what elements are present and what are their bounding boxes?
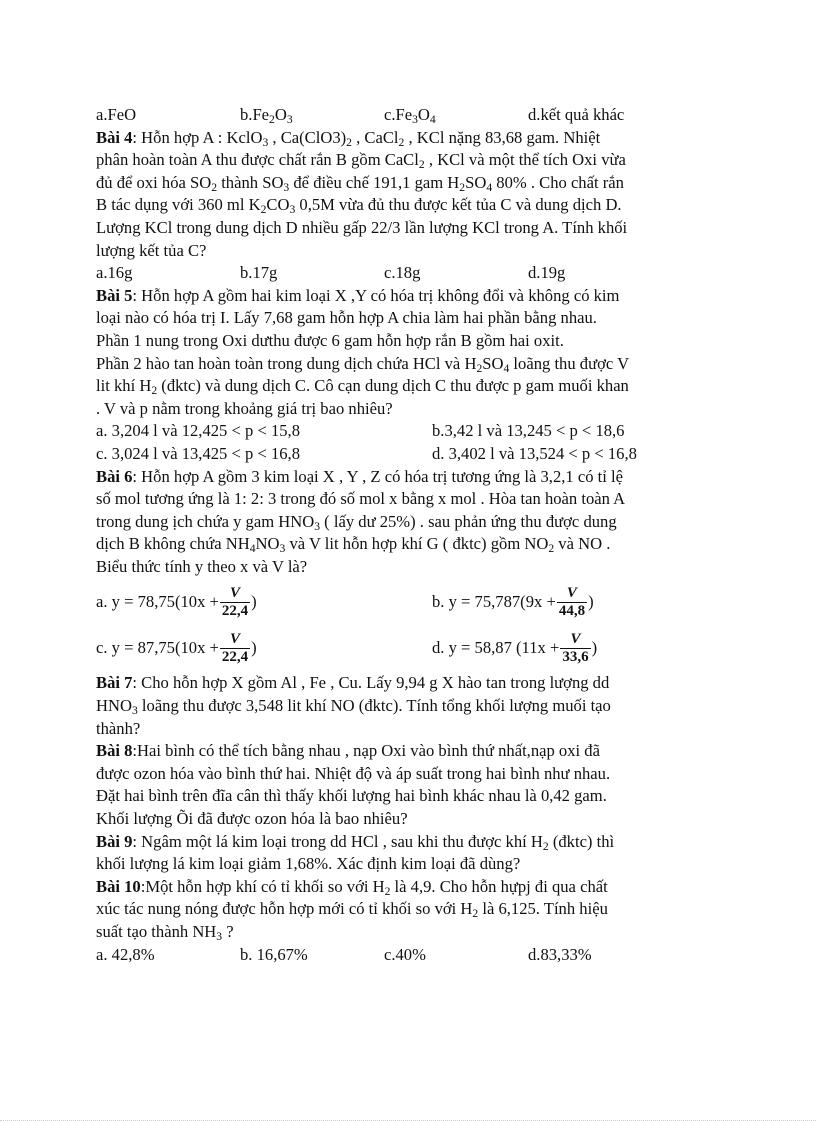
formula-text: c. y = 87,75(10x +: [96, 638, 219, 658]
problem-text: Đặt hai bình trên đĩa cân thì thấy khối lượng hai bình khác nhau là 0,42 gam.: [96, 786, 607, 806]
problem-label: Bài 8: [96, 741, 133, 761]
problem-text: được ozon hóa vào bình thứ hai. Nhiệt độ và áp suất trong hai bình như nhau.: [96, 763, 611, 783]
formula-text: ): [251, 592, 257, 612]
option-a: a.16g: [96, 263, 133, 283]
problem-text: . V và p nằm trong khoảng giá trị bao nhiêu?: [96, 398, 393, 418]
fraction: [220, 631, 250, 666]
option-c: c. 3,024 l và 13,425 < p < 16,8: [96, 443, 300, 463]
option-b: b.17g: [240, 263, 278, 283]
problem-label: Bài 10: [96, 876, 141, 896]
problem-text: : Hỗn hợp A gồm 3 kim loại X , Y , Z có hóa trị tương ứng là 3,2,1 có tỉ lệ: [132, 466, 624, 486]
option-b: b.3,42 l và 13,245 < p < 18,6: [432, 421, 625, 441]
problem-text: :Một hỗn hợp khí có tỉ khối so với $H_2$ là 4,9. Cho hỗn hựpj đi qua chất: [140, 876, 608, 898]
problem-text: : Ngâm một lá kim loại trong dd HCl , sau khi thu được khí $H_2$ (đktc) thì: [132, 831, 615, 853]
answer-options: [96, 944, 706, 967]
problem-text: loại nào có hóa trị I. Lấy 7,68 gam hỗn hợp A chia làm hai phần bằng nhau.: [96, 308, 597, 328]
problem-text: phân hoàn toàn A thu được chất rắn B gồm CaCl$_2$ , KCl và một thể tích Oxi vừa: [96, 150, 626, 172]
problem-label: Bài 5: [96, 285, 133, 305]
page-footer-rule: [0, 1120, 816, 1121]
problem-text: Lượng KCl trong dung dịch D nhiều gấp 22/3 lần lượng KCl trong A. Tính khối: [96, 217, 628, 237]
option-d: [432, 626, 597, 670]
fraction: [560, 631, 590, 666]
problem-text: dịch B không chứa $NH_4NO_3$ và V lit hỗn hợp khí G ( đktc) gồm $NO_2$ và NO .: [96, 534, 611, 556]
option-c: c.40%: [384, 944, 426, 964]
option-b: b. 16,67%: [240, 944, 308, 964]
answer-options: [96, 420, 706, 443]
problem-text: xúc tác nung nóng được hỗn hợp mới có tỉ khối so với $H_2$ là 6,125. Tính hiệu: [96, 899, 608, 921]
option-a: a.FeO: [96, 105, 137, 124]
fraction-denominator: 33,6: [562, 648, 589, 665]
problem-text: Khối lượng Õi đã được ozon hóa là bao nhiêu?: [96, 809, 408, 829]
problem-7: [96, 672, 706, 740]
problem-4: [96, 127, 706, 285]
formula-text: d. y = 58,87 (11x +: [432, 638, 560, 658]
problem-8: [96, 740, 706, 830]
problem-text: lượng kết tủa C?: [96, 240, 207, 260]
fraction-denominator: 44,8: [558, 602, 586, 619]
problem-text: khối lượng lá kim loại giảm 1,68%. Xác định kim loại đã dùng?: [96, 854, 521, 874]
option-b: $b.Fe_2O_3$: [240, 105, 293, 126]
answer-options: [96, 580, 706, 624]
option-d: d.19g: [528, 263, 566, 283]
problem-text: đủ để oxi hóa $SO_2$ thành $SO_3$ để điều chế 191,1 gam $H_2SO_4$ 80% . Cho chất rắn: [96, 172, 624, 194]
formula-text: b. y = 75,787(9x +: [432, 592, 556, 612]
option-c: [96, 626, 257, 670]
answer-options: [96, 262, 706, 285]
problem-9: [96, 831, 706, 876]
problem-5: [96, 285, 706, 466]
option-c: $c.Fe_3O_4$: [384, 105, 436, 126]
answer-options: [96, 626, 706, 670]
fraction-numerator: V: [229, 630, 240, 647]
formula-text: ): [591, 638, 598, 658]
option-a: a. 3,204 l và 12,425 < p < 15,8: [96, 421, 300, 441]
problem-text: Phần 2 hào tan hoàn toàn trong dung dịch chứa HCl và $H_2SO_4$ loãng thu được V: [96, 353, 630, 375]
problem-text: Biểu thức tính y theo x và V là?: [96, 556, 308, 576]
fraction-numerator: V: [570, 630, 581, 647]
problem-text: suất tạo thành $NH_3$ ?: [96, 922, 234, 943]
option-c: c.18g: [384, 263, 421, 283]
problem-label: Bài 7: [96, 673, 133, 693]
option-d: d. 3,402 l và 13,524 < p < 16,8: [432, 443, 637, 463]
fraction-denominator: 22,4: [221, 648, 249, 665]
answer-options: [96, 443, 706, 466]
problem-text: trong dung ịch chứa y gam $HNO_3$ ( lấy dư 25%) . sau phản ứng thu được dung: [96, 511, 617, 533]
option-a: a. 42,8%: [96, 944, 155, 964]
fraction-numerator: V: [229, 584, 240, 601]
problem-text: Phần 1 nung trong Oxi dưthu được 6 gam hỗn hợp rắn B gồm hai oxit.: [96, 330, 564, 350]
document-page: [96, 104, 706, 966]
answer-options: [96, 104, 706, 127]
problem-6: [96, 466, 706, 671]
fraction-numerator: V: [566, 584, 577, 601]
problem-text: lit khí $H_2$ (đktc) và dung dịch C. Cô cạn dung dịch C thu được p gam muối khan: [96, 376, 629, 398]
problem-text: thành?: [96, 718, 141, 738]
option-b: [432, 580, 594, 624]
problem-text: : Hỗn hợp A gồm hai kim loại X ,Y có hóa trị không đổi và không có kim: [132, 285, 620, 305]
problem-text: số mol tương ứng là 1: 2: 3 trong đó số mol x bằng x mol . Hòa tan hoàn toàn A: [96, 489, 626, 509]
option-d: d.83,33%: [528, 944, 592, 964]
option-d: d.kết quả khác: [528, 105, 625, 124]
problem-10: [96, 876, 706, 966]
problem-text: : Hỗn hợp A : KclO$_3$ , $Ca(ClO3)_2$ , CaCl$_2$ , KCl nặng 83,68 gam. Nhiệt: [132, 127, 601, 149]
problem-label: Bài 9: [96, 831, 133, 851]
formula-text: a. y = 78,75(10x +: [96, 592, 219, 612]
formula-text: ): [588, 592, 594, 612]
problem-text: : Cho hỗn hợp X gồm Al , Fe , Cu. Lấy 9,94 g X hào tan trong lượng dd: [132, 673, 610, 693]
problem-text: $HNO_3$ loãng thu được 3,548 lit khí NO (đktc). Tính tổng khối lượng muối tạo: [96, 696, 611, 718]
problem-text: :Hai bình có thể tích bằng nhau , nạp Oxi vào bình thứ nhất,nạp oxi đã: [132, 741, 600, 761]
fraction: [220, 585, 250, 620]
fraction: [557, 585, 587, 620]
problem-text: B tác dụng với 360 ml $K_2CO_3$ 0,5M vừa đủ thu được kết tủa C và dung dịch D.: [96, 195, 622, 217]
option-a: [96, 580, 257, 624]
problem-label: Bài 6: [96, 466, 133, 486]
fraction-denominator: 22,4: [221, 602, 249, 619]
problem-label: Bài 4: [96, 127, 133, 147]
formula-text: ): [251, 638, 257, 658]
